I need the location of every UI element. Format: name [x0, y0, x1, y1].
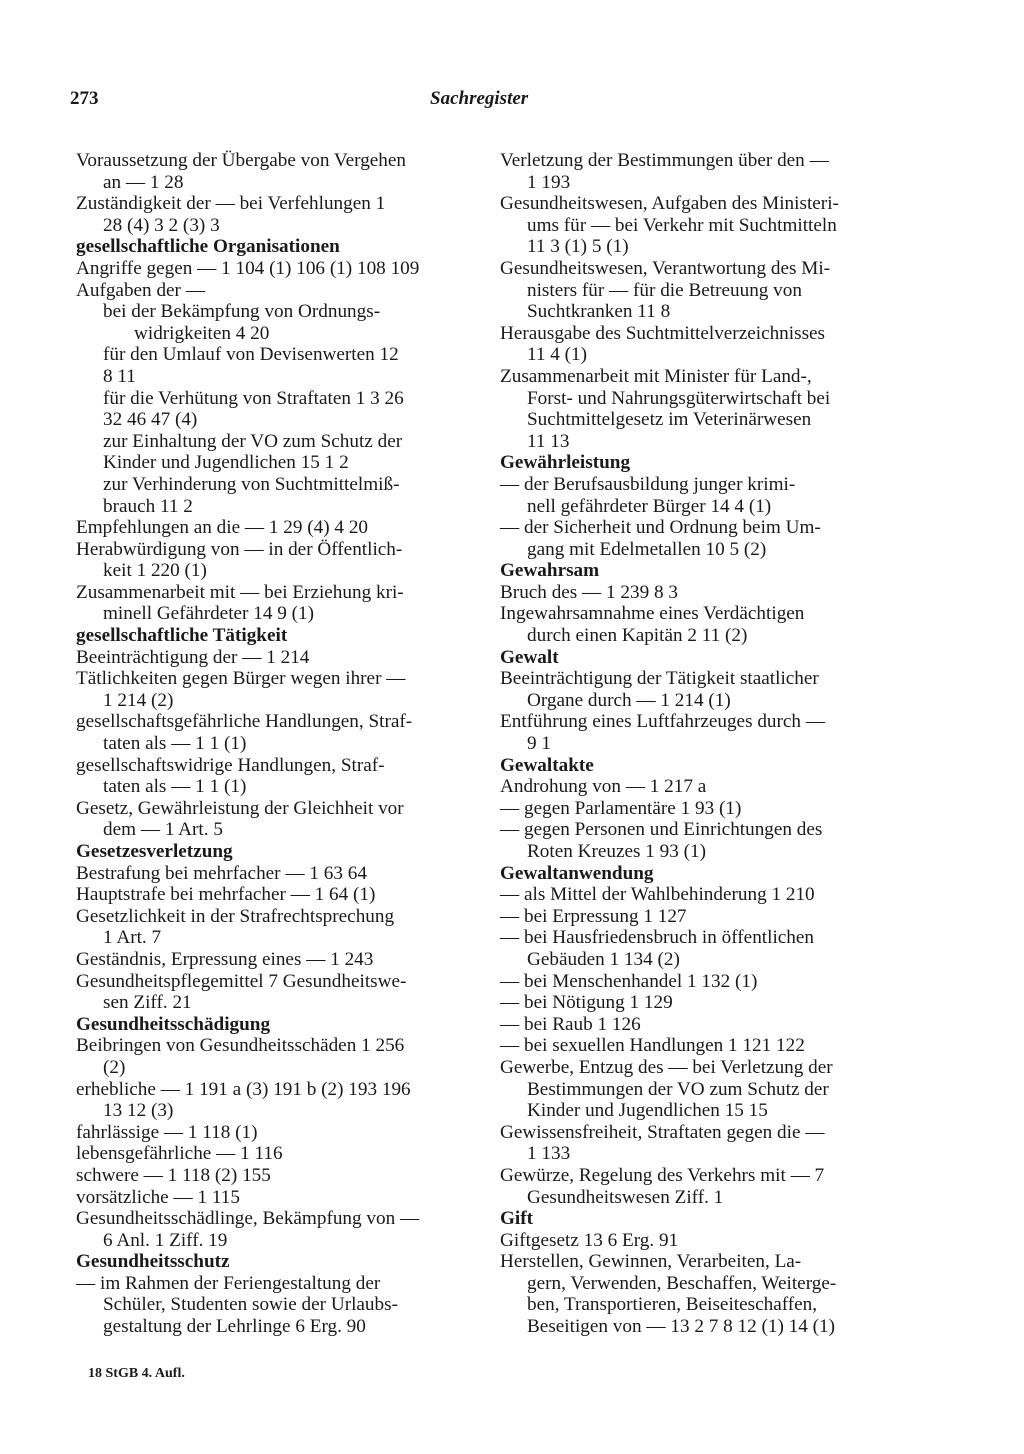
index-line: (2): [103, 1056, 126, 1078]
index-line: für die Verhütung von Straftaten 1 3 26: [103, 387, 404, 409]
index-line: Suchtmittelgesetz im Veterinärwesen: [527, 409, 812, 431]
index-heading: Gewalt: [500, 646, 559, 668]
printer-signature: 18 StGB 4. Aufl.: [88, 1366, 185, 1381]
index-line: 28 (4) 3 2 (3) 3: [103, 214, 220, 236]
index-line: Zusammenarbeit mit Minister für Land-,: [500, 365, 812, 387]
index-line: Kinder und Jugendlichen 15 1 2: [103, 452, 349, 474]
index-line: Aufgaben der —: [76, 279, 205, 301]
index-line: Kinder und Jugendlichen 15 15: [527, 1100, 768, 1122]
index-line: Beseitigen von — 13 2 7 8 12 (1) 14 (1): [527, 1316, 836, 1338]
index-line: 1 214 (2): [103, 689, 174, 711]
index-line: für den Umlauf von Devisenwerten 12: [103, 344, 399, 366]
index-line: — bei Hausfriedensbruch in öffentlichen: [500, 927, 815, 949]
index-line: 13 12 (3): [103, 1100, 174, 1122]
index-line: Geständnis, Erpressung eines — 1 243: [76, 948, 374, 970]
running-head: Sachregister: [430, 88, 529, 109]
index-heading: gesellschaftliche Organisationen: [76, 236, 340, 258]
index-line: Bruch des — 1 239 8 3: [500, 581, 678, 603]
index-line: lebensgefährliche — 1 116: [76, 1143, 283, 1165]
index-line: 6 Anl. 1 Ziff. 19: [103, 1229, 228, 1251]
index-line: Zuständigkeit der — bei Verfehlungen 1: [76, 193, 386, 215]
index-line: erhebliche — 1 191 a (3) 191 b (2) 193 196: [76, 1078, 411, 1100]
index-line: nisters für — für die Betreuung von: [527, 279, 802, 301]
index-line: Organe durch — 1 214 (1): [527, 689, 731, 711]
index-line: — bei sexuellen Handlungen 1 121 122: [500, 1035, 805, 1057]
index-line: 1 133: [527, 1143, 571, 1165]
index-line: — der Sicherheit und Ordnung beim Um-: [500, 517, 821, 539]
index-line: gesellschaftswidrige Handlungen, Straf-: [76, 754, 385, 776]
index-line: taten als — 1 1 (1): [103, 776, 247, 798]
index-line: keit 1 220 (1): [103, 560, 207, 582]
index-line: Bestrafung bei mehrfacher — 1 63 64: [76, 862, 367, 884]
index-line: durch einen Kapitän 2 11 (2): [527, 625, 748, 647]
index-line: schwere — 1 118 (2) 155: [76, 1164, 271, 1186]
index-line: Gewerbe, Entzug des — bei Verletzung der: [500, 1056, 833, 1078]
index-line: taten als — 1 1 (1): [103, 733, 247, 755]
index-line: widrigkeiten 4 20: [134, 322, 270, 344]
index-line: 1 193: [527, 171, 571, 193]
index-line: Empfehlungen an die — 1 29 (4) 4 20: [76, 517, 369, 539]
index-line: Tätlichkeiten gegen Bürger wegen ihrer —: [76, 668, 406, 690]
index-line: Beeinträchtigung der Tätigkeit staatlicher: [500, 668, 819, 690]
index-line: — bei Erpressung 1 127: [500, 905, 687, 927]
index-heading: Gewaltakte: [500, 754, 594, 776]
index-line: 8 11: [103, 365, 136, 387]
index-line: — bei Menschenhandel 1 132 (1): [500, 970, 758, 992]
index-line: 11 3 (1) 5 (1): [527, 236, 629, 258]
index-line: vorsätzliche — 1 115: [76, 1186, 240, 1208]
index-heading: gesellschaftliche Tätigkeit: [76, 625, 288, 647]
index-line: Beeinträchtigung der — 1 214: [76, 646, 310, 668]
index-line: 32 46 47 (4): [103, 409, 198, 431]
index-line: Zusammenarbeit mit — bei Erziehung kri-: [76, 581, 404, 603]
index-line: bei der Bekämpfung von Ordnungs-: [103, 301, 381, 323]
index-heading: Gift: [500, 1208, 534, 1230]
index-line: — bei Nötigung 1 129: [500, 992, 673, 1014]
index-line: Bestimmungen der VO zum Schutz der: [527, 1078, 829, 1100]
index-line: Gesundheitswesen Ziff. 1: [527, 1186, 724, 1208]
index-column-right: [500, 150, 908, 1338]
index-line: 11 4 (1): [527, 344, 588, 366]
index-line: 9 1: [527, 733, 551, 755]
page-number: 273: [70, 88, 99, 109]
index-line: Gebäuden 1 134 (2): [527, 948, 680, 970]
index-line: Gesundheitswesen, Aufgaben des Ministeri-: [500, 193, 839, 215]
index-line: Suchtkranken 11 8: [527, 301, 671, 323]
index-line: — gegen Parlamentäre 1 93 (1): [500, 797, 742, 819]
index-heading: Gewaltanwendung: [500, 862, 654, 884]
index-line: Schüler, Studenten sowie der Urlaubs-: [103, 1294, 398, 1316]
index-line: an — 1 28: [103, 171, 184, 193]
index-line: — der Berufsausbildung junger krimi-: [500, 473, 796, 495]
index-line: Gesundheitspflegemittel 7 Gesundheitswe-: [76, 970, 407, 992]
index-line: Herausgabe des Suchtmittelverzeichnisses: [500, 322, 826, 344]
index-line: brauch 11 2: [103, 495, 193, 517]
index-line: fahrlässige — 1 118 (1): [76, 1121, 258, 1143]
index-heading: Gesundheitsschädigung: [76, 1013, 271, 1035]
index-line: — im Rahmen der Feriengestaltung der: [76, 1272, 381, 1294]
index-line: zur Einhaltung der VO zum Schutz der: [103, 430, 403, 452]
index-line: gang mit Edelmetallen 10 5 (2): [527, 538, 767, 560]
index-line: Verletzung der Bestimmungen über den —: [500, 150, 829, 171]
index-line: Herstellen, Gewinnen, Verarbeiten, La-: [500, 1251, 802, 1273]
index-line: Gesetz, Gewährleistung der Gleichheit vor: [76, 797, 404, 819]
index-line: — gegen Personen und Einrichtungen des: [500, 819, 823, 841]
index-line: dem — 1 Art. 5: [103, 819, 223, 841]
index-heading: Gesundheitsschutz: [76, 1251, 230, 1273]
index-line: — bei Raub 1 126: [500, 1013, 641, 1035]
index-line: Gewürze, Regelung des Verkehrs mit — 7: [500, 1164, 825, 1186]
index-line: 11 13: [527, 430, 570, 452]
index-line: Angriffe gegen — 1 104 (1) 106 (1) 108 109: [76, 257, 420, 279]
index-line: — als Mittel der Wahlbehinderung 1 210: [500, 884, 815, 906]
index-line: Entführung eines Luftfahrzeuges durch —: [500, 711, 826, 733]
index-line: Herabwürdigung von — in der Öffentlich-: [76, 538, 403, 560]
index-line: nell gefährdeter Bürger 14 4 (1): [527, 495, 772, 517]
index-line: gern, Verwenden, Beschaffen, Weiterge-: [527, 1272, 837, 1294]
index-line: Forst- und Nahrungsgüterwirtschaft bei: [527, 387, 831, 409]
index-line: 1 Art. 7: [103, 927, 162, 949]
index-line: Androhung von — 1 217 a: [500, 776, 707, 798]
index-line: ums für — bei Verkehr mit Suchtmitteln: [527, 214, 837, 236]
index-heading: Gesetzesverletzung: [76, 841, 233, 862]
index-line: Gesundheitsschädlinge, Bekämpfung von —: [76, 1208, 420, 1230]
index-line: gestaltung der Lehrlinge 6 Erg. 90: [103, 1316, 366, 1338]
index-heading: Gewahrsam: [500, 560, 600, 582]
index-line: sen Ziff. 21: [103, 992, 192, 1014]
index-line: gesellschaftsgefährliche Handlungen, Straf-: [76, 711, 413, 733]
index-line: Gewissensfreiheit, Straftaten gegen die —: [500, 1121, 825, 1143]
index-line: Roten Kreuzes 1 93 (1): [527, 841, 707, 862]
index-line: minell Gefährdeter 14 9 (1): [103, 603, 314, 625]
index-line: Gesetzlichkeit in der Strafrechtsprechung: [76, 905, 395, 927]
index-line: Voraussetzung der Übergabe von Vergehen: [76, 150, 407, 171]
index-line: ben, Transportieren, Beiseiteschaffen,: [527, 1294, 818, 1316]
index-line: Hauptstrafe bei mehrfacher — 1 64 (1): [76, 884, 376, 906]
index-column-left: [76, 150, 486, 1338]
index-heading: Gewährleistung: [500, 452, 631, 474]
index-line: Gesundheitswesen, Verantwortung des Mi-: [500, 257, 831, 279]
index-line: zur Verhinderung von Suchtmittelmiß-: [103, 473, 400, 495]
index-line: Ingewahrsamnahme eines Verdächtigen: [500, 603, 805, 625]
index-line: Beibringen von Gesundheitsschäden 1 256: [76, 1035, 405, 1057]
index-line: Giftgesetz 13 6 Erg. 91: [500, 1229, 679, 1251]
